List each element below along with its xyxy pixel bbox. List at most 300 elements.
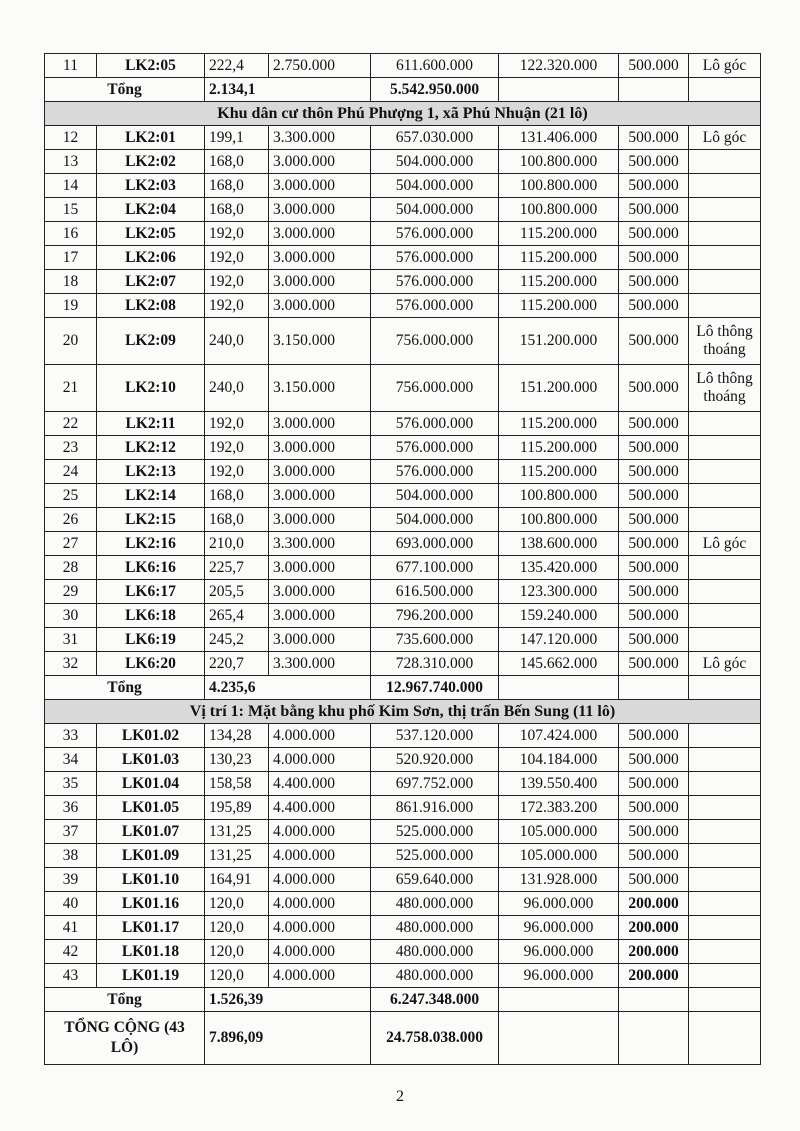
dossier-fee: 500.000	[619, 54, 689, 78]
dossier-fee: 500.000	[619, 222, 689, 246]
row-number: 41	[45, 916, 97, 940]
unit-price: 3.000.000	[269, 246, 371, 270]
row-number: 14	[45, 174, 97, 198]
deposit: 100.800.000	[499, 150, 619, 174]
lot-code: LK2:13	[97, 460, 205, 484]
lot-area: 192,0	[205, 412, 269, 436]
subtotal-label: TỔNG CỘNG (43 LÔ)	[45, 1012, 205, 1065]
lot-area: 220,7	[205, 652, 269, 676]
unit-price: 4.000.000	[269, 820, 371, 844]
section-title: Khu dân cư thôn Phú Phượng 1, xã Phú Nhuận (21 lô)	[45, 102, 761, 126]
deposit: 138.600.000	[499, 532, 619, 556]
table-row	[45, 222, 761, 246]
row-number: 38	[45, 844, 97, 868]
dossier-fee: 500.000	[619, 150, 689, 174]
row-number: 43	[45, 964, 97, 988]
table-row	[45, 126, 761, 150]
dossier-fee: 500.000	[619, 318, 689, 365]
row-number: 28	[45, 556, 97, 580]
unit-price: 3.300.000	[269, 126, 371, 150]
table-row	[45, 318, 761, 365]
lot-area: 192,0	[205, 222, 269, 246]
table-row	[45, 270, 761, 294]
lot-code: LK2:05	[97, 222, 205, 246]
lot-area: 120,0	[205, 892, 269, 916]
lot-area: 222,4	[205, 54, 269, 78]
total-value: 576.000.000	[371, 246, 499, 270]
lot-area: 168,0	[205, 150, 269, 174]
row-number: 12	[45, 126, 97, 150]
dossier-fee: 500.000	[619, 580, 689, 604]
lot-code: LK01.19	[97, 964, 205, 988]
lot-note	[689, 508, 761, 532]
lot-note: Lô góc	[689, 54, 761, 78]
subtotal-value: 12.967.740.000	[371, 676, 499, 700]
deposit: 151.200.000	[499, 365, 619, 412]
subtotal-area: 2.134,1	[205, 78, 371, 102]
unit-price: 3.300.000	[269, 652, 371, 676]
lot-code: LK01.03	[97, 748, 205, 772]
dossier-fee: 500.000	[619, 294, 689, 318]
dossier-fee: 500.000	[619, 246, 689, 270]
row-number: 25	[45, 484, 97, 508]
lot-code: LK2:08	[97, 294, 205, 318]
row-number: 27	[45, 532, 97, 556]
deposit: 115.200.000	[499, 270, 619, 294]
lot-code: LK01.18	[97, 940, 205, 964]
dossier-fee: 500.000	[619, 556, 689, 580]
dossier-fee: 500.000	[619, 628, 689, 652]
lot-note	[689, 484, 761, 508]
unit-price: 4.000.000	[269, 964, 371, 988]
empty-cell	[689, 1012, 761, 1065]
dossier-fee: 500.000	[619, 868, 689, 892]
unit-price: 3.000.000	[269, 294, 371, 318]
total-value: 504.000.000	[371, 174, 499, 198]
table-row	[45, 532, 761, 556]
total-value: 480.000.000	[371, 940, 499, 964]
unit-price: 4.400.000	[269, 772, 371, 796]
dossier-fee: 200.000	[619, 940, 689, 964]
lot-note	[689, 916, 761, 940]
grand-total-row	[45, 1012, 761, 1065]
lot-area: 192,0	[205, 436, 269, 460]
deposit: 131.406.000	[499, 126, 619, 150]
deposit: 104.184.000	[499, 748, 619, 772]
lot-area: 192,0	[205, 294, 269, 318]
deposit: 105.000.000	[499, 820, 619, 844]
lot-code: LK6:20	[97, 652, 205, 676]
row-number: 19	[45, 294, 97, 318]
dossier-fee: 500.000	[619, 412, 689, 436]
dossier-fee: 500.000	[619, 724, 689, 748]
table-row	[45, 365, 761, 412]
lot-code: LK6:16	[97, 556, 205, 580]
section-header-row	[45, 700, 761, 724]
row-number: 24	[45, 460, 97, 484]
table-row	[45, 820, 761, 844]
deposit: 172.383.200	[499, 796, 619, 820]
lot-code: LK2:16	[97, 532, 205, 556]
dossier-fee: 500.000	[619, 198, 689, 222]
dossier-fee: 500.000	[619, 652, 689, 676]
total-value: 693.000.000	[371, 532, 499, 556]
unit-price: 4.000.000	[269, 868, 371, 892]
unit-price: 2.750.000	[269, 54, 371, 78]
deposit: 100.800.000	[499, 174, 619, 198]
lot-note	[689, 868, 761, 892]
row-number: 42	[45, 940, 97, 964]
subtotal-value: 5.542.950.000	[371, 78, 499, 102]
row-number: 15	[45, 198, 97, 222]
lot-code: LK2:02	[97, 150, 205, 174]
unit-price: 3.000.000	[269, 556, 371, 580]
table-row	[45, 580, 761, 604]
deposit: 115.200.000	[499, 412, 619, 436]
row-number: 21	[45, 365, 97, 412]
unit-price: 3.000.000	[269, 198, 371, 222]
deposit: 151.200.000	[499, 318, 619, 365]
lot-code: LK2:01	[97, 126, 205, 150]
lot-area: 120,0	[205, 916, 269, 940]
total-value: 576.000.000	[371, 436, 499, 460]
lot-code: LK6:19	[97, 628, 205, 652]
total-value: 657.030.000	[371, 126, 499, 150]
total-value: 504.000.000	[371, 484, 499, 508]
subtotal-row	[45, 78, 761, 102]
total-value: 756.000.000	[371, 318, 499, 365]
dossier-fee: 500.000	[619, 270, 689, 294]
total-value: 504.000.000	[371, 198, 499, 222]
subtotal-label: Tổng	[45, 988, 205, 1012]
lot-area: 265,4	[205, 604, 269, 628]
dossier-fee: 500.000	[619, 484, 689, 508]
dossier-fee: 500.000	[619, 796, 689, 820]
deposit: 115.200.000	[499, 294, 619, 318]
row-number: 35	[45, 772, 97, 796]
lot-note	[689, 580, 761, 604]
empty-cell	[619, 676, 689, 700]
lot-note: Lô góc	[689, 652, 761, 676]
lot-area: 192,0	[205, 246, 269, 270]
deposit: 107.424.000	[499, 724, 619, 748]
land-lot-table	[44, 53, 761, 1065]
lot-code: LK01.17	[97, 916, 205, 940]
lot-area: 199,1	[205, 126, 269, 150]
total-value: 504.000.000	[371, 150, 499, 174]
table-row	[45, 484, 761, 508]
table-row	[45, 174, 761, 198]
row-number: 26	[45, 508, 97, 532]
row-number: 34	[45, 748, 97, 772]
empty-cell	[499, 988, 619, 1012]
total-value: 677.100.000	[371, 556, 499, 580]
deposit: 131.928.000	[499, 868, 619, 892]
unit-price: 3.000.000	[269, 604, 371, 628]
lot-code: LK01.04	[97, 772, 205, 796]
lot-note	[689, 796, 761, 820]
subtotal-label: Tổng	[45, 676, 205, 700]
dossier-fee: 200.000	[619, 964, 689, 988]
dossier-fee: 500.000	[619, 844, 689, 868]
total-value: 576.000.000	[371, 460, 499, 484]
empty-cell	[689, 988, 761, 1012]
table-row	[45, 916, 761, 940]
lot-code: LK2:10	[97, 365, 205, 412]
lot-note	[689, 460, 761, 484]
table-row	[45, 604, 761, 628]
lot-area: 245,2	[205, 628, 269, 652]
total-value: 861.916.000	[371, 796, 499, 820]
total-value: 525.000.000	[371, 844, 499, 868]
lot-area: 240,0	[205, 365, 269, 412]
unit-price: 3.150.000	[269, 318, 371, 365]
row-number: 36	[45, 796, 97, 820]
unit-price: 3.000.000	[269, 508, 371, 532]
lot-code: LK01.16	[97, 892, 205, 916]
lot-area: 168,0	[205, 484, 269, 508]
row-number: 39	[45, 868, 97, 892]
total-value: 576.000.000	[371, 412, 499, 436]
dossier-fee: 500.000	[619, 532, 689, 556]
lot-note: Lô góc	[689, 532, 761, 556]
dossier-fee: 500.000	[619, 508, 689, 532]
unit-price: 3.000.000	[269, 436, 371, 460]
row-number: 32	[45, 652, 97, 676]
table-row	[45, 652, 761, 676]
deposit: 96.000.000	[499, 892, 619, 916]
subtotal-value: 6.247.348.000	[371, 988, 499, 1012]
lot-area: 134,28	[205, 724, 269, 748]
row-number: 11	[45, 54, 97, 78]
table-row	[45, 940, 761, 964]
deposit: 115.200.000	[499, 222, 619, 246]
unit-price: 3.000.000	[269, 580, 371, 604]
row-number: 40	[45, 892, 97, 916]
deposit: 105.000.000	[499, 844, 619, 868]
subtotal-value: 24.758.038.000	[371, 1012, 499, 1065]
lot-note	[689, 772, 761, 796]
empty-cell	[619, 1012, 689, 1065]
unit-price: 4.000.000	[269, 748, 371, 772]
row-number: 31	[45, 628, 97, 652]
lot-code: LK2:06	[97, 246, 205, 270]
lot-code: LK2:05	[97, 54, 205, 78]
lot-area: 164,91	[205, 868, 269, 892]
unit-price: 3.150.000	[269, 365, 371, 412]
lot-area: 240,0	[205, 318, 269, 365]
total-value: 576.000.000	[371, 294, 499, 318]
deposit: 145.662.000	[499, 652, 619, 676]
dossier-fee: 500.000	[619, 460, 689, 484]
table-row	[45, 844, 761, 868]
table-row	[45, 772, 761, 796]
lot-code: LK01.02	[97, 724, 205, 748]
row-number: 18	[45, 270, 97, 294]
row-number: 16	[45, 222, 97, 246]
lot-note	[689, 174, 761, 198]
total-value: 576.000.000	[371, 222, 499, 246]
lot-note	[689, 270, 761, 294]
table-row	[45, 460, 761, 484]
deposit: 115.200.000	[499, 436, 619, 460]
deposit: 100.800.000	[499, 484, 619, 508]
lot-code: LK01.09	[97, 844, 205, 868]
total-value: 659.640.000	[371, 868, 499, 892]
deposit: 159.240.000	[499, 604, 619, 628]
deposit: 122.320.000	[499, 54, 619, 78]
total-value: 480.000.000	[371, 916, 499, 940]
table-row	[45, 198, 761, 222]
lot-note	[689, 556, 761, 580]
lot-note	[689, 628, 761, 652]
deposit: 115.200.000	[499, 460, 619, 484]
table-row	[45, 246, 761, 270]
dossier-fee: 500.000	[619, 772, 689, 796]
lot-area: 225,7	[205, 556, 269, 580]
lot-area: 168,0	[205, 174, 269, 198]
empty-cell	[499, 78, 619, 102]
lot-note	[689, 748, 761, 772]
table-row	[45, 436, 761, 460]
unit-price: 3.000.000	[269, 222, 371, 246]
deposit: 123.300.000	[499, 580, 619, 604]
total-value: 537.120.000	[371, 724, 499, 748]
deposit: 100.800.000	[499, 508, 619, 532]
lot-code: LK01.05	[97, 796, 205, 820]
lot-note	[689, 604, 761, 628]
subtotal-row	[45, 676, 761, 700]
lot-area: 195,89	[205, 796, 269, 820]
total-value: 611.600.000	[371, 54, 499, 78]
subtotal-area: 1.526,39	[205, 988, 371, 1012]
deposit: 96.000.000	[499, 964, 619, 988]
unit-price: 3.000.000	[269, 628, 371, 652]
row-number: 30	[45, 604, 97, 628]
lot-note	[689, 246, 761, 270]
total-value: 616.500.000	[371, 580, 499, 604]
lot-code: LK2:04	[97, 198, 205, 222]
dossier-fee: 500.000	[619, 365, 689, 412]
deposit: 96.000.000	[499, 916, 619, 940]
unit-price: 3.000.000	[269, 150, 371, 174]
lot-code: LK2:11	[97, 412, 205, 436]
total-value: 756.000.000	[371, 365, 499, 412]
row-number: 37	[45, 820, 97, 844]
subtotal-area: 7.896,09	[205, 1012, 371, 1065]
unit-price: 4.000.000	[269, 940, 371, 964]
unit-price: 3.000.000	[269, 460, 371, 484]
total-value: 735.600.000	[371, 628, 499, 652]
total-value: 796.200.000	[371, 604, 499, 628]
lot-note	[689, 820, 761, 844]
lot-area: 131,25	[205, 844, 269, 868]
dossier-fee: 500.000	[619, 174, 689, 198]
row-number: 17	[45, 246, 97, 270]
deposit: 147.120.000	[499, 628, 619, 652]
unit-price: 3.000.000	[269, 484, 371, 508]
empty-cell	[619, 988, 689, 1012]
lot-note	[689, 436, 761, 460]
lot-area: 130,23	[205, 748, 269, 772]
lot-note	[689, 964, 761, 988]
page-number: 2	[396, 1088, 404, 1105]
lot-note	[689, 222, 761, 246]
table-row	[45, 796, 761, 820]
unit-price: 4.000.000	[269, 892, 371, 916]
table-row	[45, 892, 761, 916]
lot-code: LK2:12	[97, 436, 205, 460]
unit-price: 4.400.000	[269, 796, 371, 820]
deposit: 100.800.000	[499, 198, 619, 222]
total-value: 504.000.000	[371, 508, 499, 532]
dossier-fee: 200.000	[619, 916, 689, 940]
section-title: Vị trí 1: Mặt bằng khu phố Kim Sơn, thị trấn Bến Sung (11 lô)	[45, 700, 761, 724]
lot-note	[689, 940, 761, 964]
empty-cell	[689, 676, 761, 700]
unit-price: 4.000.000	[269, 724, 371, 748]
lot-note	[689, 412, 761, 436]
unit-price: 3.000.000	[269, 270, 371, 294]
dossier-fee: 500.000	[619, 748, 689, 772]
lot-note	[689, 150, 761, 174]
row-number: 23	[45, 436, 97, 460]
lot-area: 192,0	[205, 460, 269, 484]
row-number: 29	[45, 580, 97, 604]
total-value: 697.752.000	[371, 772, 499, 796]
deposit: 139.550.400	[499, 772, 619, 796]
dossier-fee: 500.000	[619, 604, 689, 628]
lot-area: 120,0	[205, 940, 269, 964]
empty-cell	[499, 1012, 619, 1065]
empty-cell	[689, 78, 761, 102]
table-row	[45, 556, 761, 580]
lot-code: LK6:17	[97, 580, 205, 604]
lot-code: LK01.07	[97, 820, 205, 844]
lot-note	[689, 724, 761, 748]
lot-area: 192,0	[205, 270, 269, 294]
row-number: 20	[45, 318, 97, 365]
subtotal-area: 4.235,6	[205, 676, 371, 700]
lot-note	[689, 892, 761, 916]
row-number: 33	[45, 724, 97, 748]
document-page	[44, 53, 761, 1065]
dossier-fee: 500.000	[619, 126, 689, 150]
unit-price: 3.000.000	[269, 412, 371, 436]
lot-area: 168,0	[205, 508, 269, 532]
subtotal-label: Tổng	[45, 78, 205, 102]
lot-area: 168,0	[205, 198, 269, 222]
lot-note	[689, 198, 761, 222]
total-value: 480.000.000	[371, 964, 499, 988]
deposit: 96.000.000	[499, 940, 619, 964]
deposit: 135.420.000	[499, 556, 619, 580]
table-row	[45, 54, 761, 78]
table-row	[45, 628, 761, 652]
lot-code: LK2:15	[97, 508, 205, 532]
unit-price: 4.000.000	[269, 844, 371, 868]
row-number: 22	[45, 412, 97, 436]
lot-note: Lô góc	[689, 126, 761, 150]
lot-code: LK2:03	[97, 174, 205, 198]
lot-area: 158,58	[205, 772, 269, 796]
subtotal-row	[45, 988, 761, 1012]
lot-note: Lô thông thoáng	[689, 318, 761, 365]
table-row	[45, 964, 761, 988]
table-row	[45, 294, 761, 318]
row-number: 13	[45, 150, 97, 174]
dossier-fee: 500.000	[619, 820, 689, 844]
